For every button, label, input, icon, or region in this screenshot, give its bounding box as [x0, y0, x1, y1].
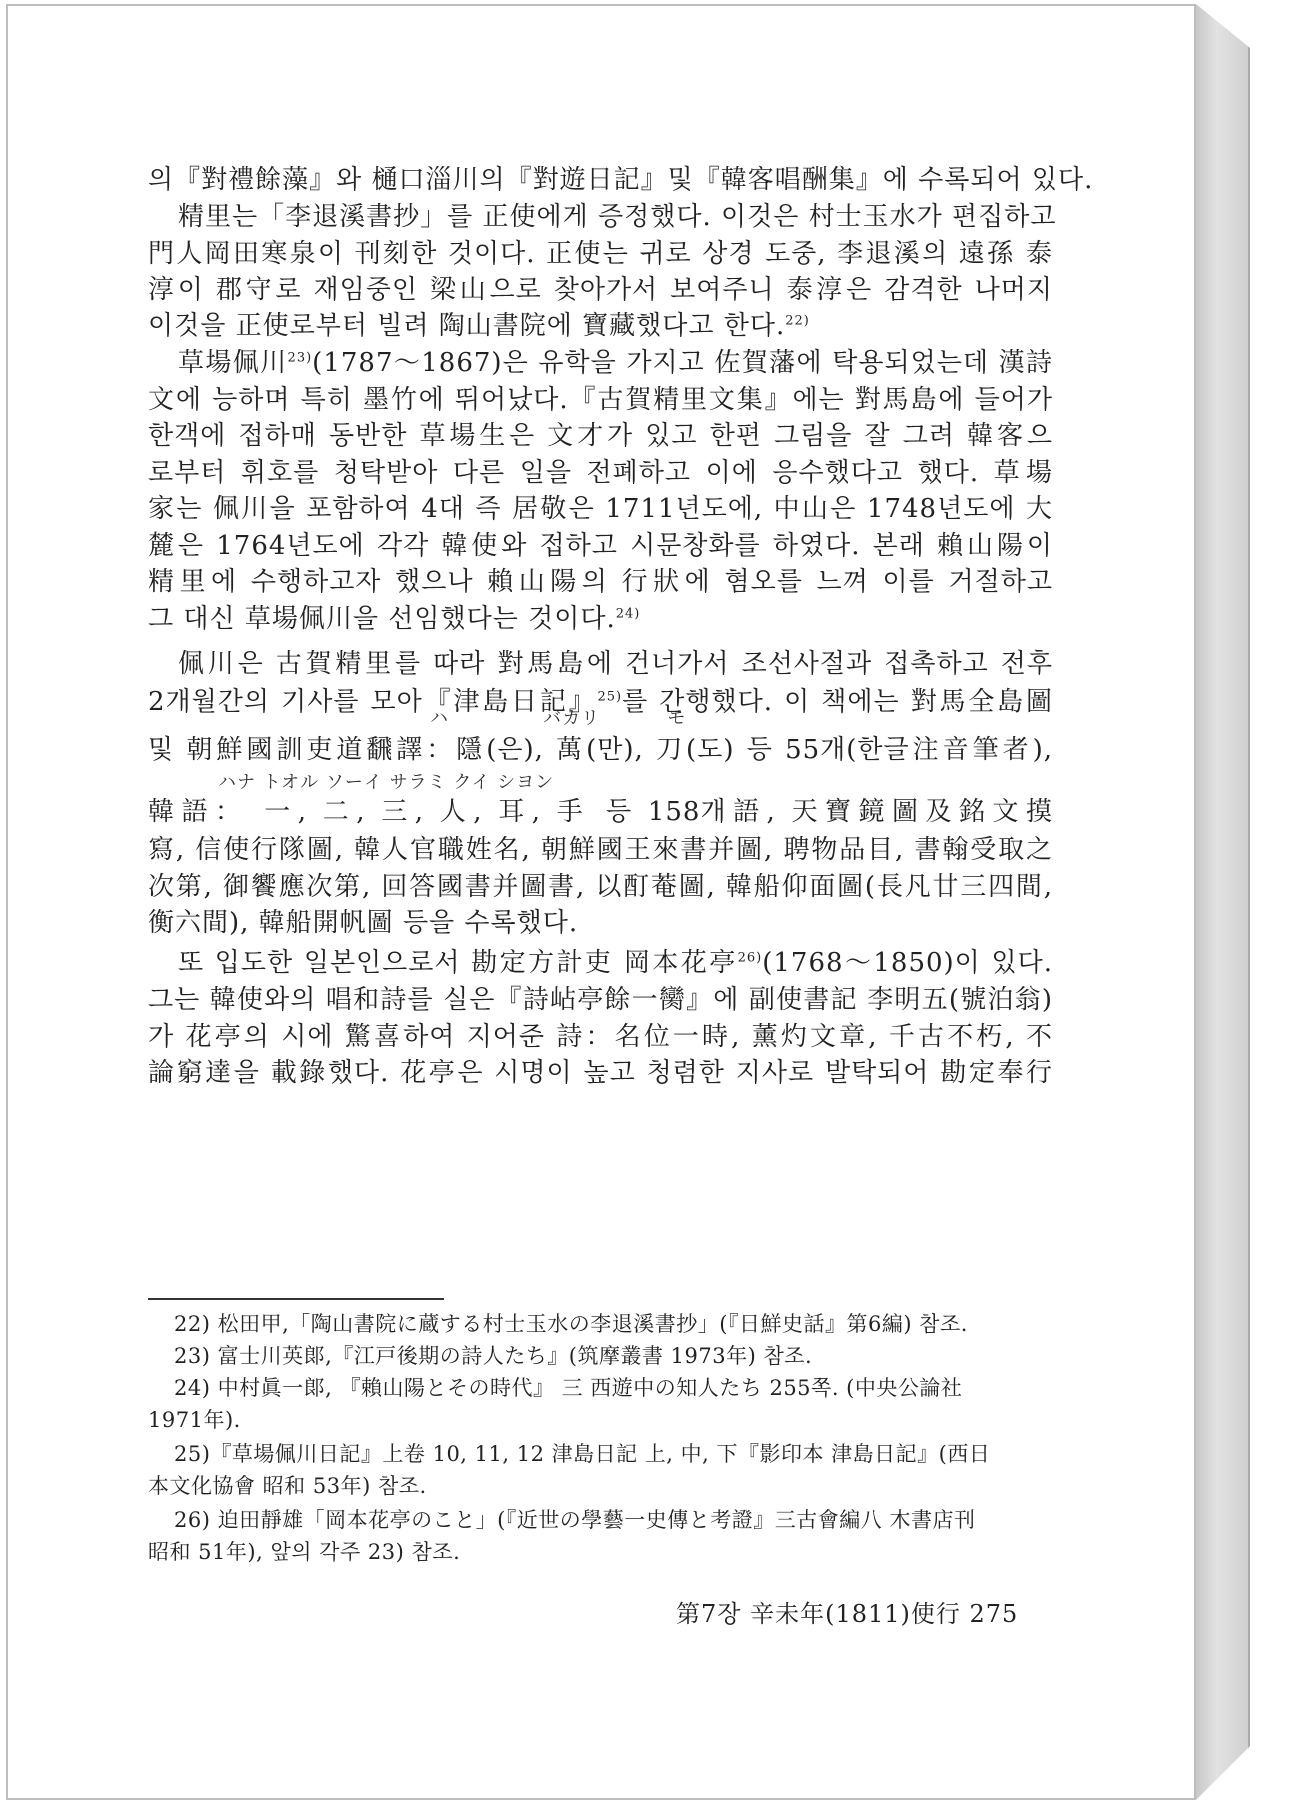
footnote-mark: 24) [615, 606, 641, 622]
body-line: 로부터 휘호를 청탁받아 다른 일을 전폐하고 이에 응수했다고 했다. 草場 [148, 458, 1053, 488]
body-line: 次第, 御饗應次第, 回答國書并圖書, 以酊菴圖, 韓船仰面圖(長凡廿三四間, [148, 872, 1053, 902]
body-line: 門人岡田寒泉이 刊刻한 것이다. 正使는 귀로 상경 도중, 李退溪의 遠孫 泰 [148, 239, 1053, 269]
body-line: 가 花亭의 시에 驚喜하여 지어준 詩：名位一時, 薰灼文章, 千古不朽, 不 [148, 1022, 1053, 1052]
footnote: 1971年). [148, 1408, 241, 1432]
body-line-text: 이것을 正使로부터 빌려 陶山書院에 寶藏했다고 한다. [148, 311, 786, 341]
book-page [6, 4, 1196, 1800]
body-line-text: 그 대신 草場佩川을 선임했다는 것이다. [148, 604, 616, 634]
body-line: 家는 佩川을 포함하여 4대 즉 居敬은 1711년도에, 中山은 1748년도에 大 [148, 494, 1053, 524]
ruby-annotation: ハ バカリ モ [430, 708, 687, 729]
body-line: 韓語： 一, 二, 三, 人, 耳, 手 등 158개語, 天寶鏡圖及銘文摸 [148, 797, 1053, 827]
body-line-text: 를 간행했다. 이 책에는 對馬全島圖 [622, 687, 1053, 717]
footnote-mark: 22) [785, 313, 810, 329]
body-line: 寫, 信使行隊圖, 韓人官職姓名, 朝鮮國王來書并圖, 聘物品目, 書翰受取之 [148, 835, 1053, 865]
body-line: 및 朝鮮國訓吏道飜譯：隱(은), 萬(만), 刀(도) 등 55개(한글注音筆者), [148, 735, 1053, 765]
body-line-text: 草場佩川 [178, 348, 288, 378]
footnote: 23) 富士川英郞,『江戸後期の詩人たち』(筑摩叢書 1973年) 참조. [174, 1344, 813, 1368]
body-line: 한객에 접하매 동반한 草場生은 文才가 있고 한편 그림을 잘 그려 韓客으 [148, 421, 1053, 451]
body-line-text: (1787～1867)은 유학을 가지고 佐賀藩에 탁용되었는데 漢詩 [312, 348, 1053, 378]
footnote: 25)『草場佩川日記』上卷 10, 11, 12 津島日記 上, 中, 下『影印本 津島日記』(西日 [174, 1442, 991, 1466]
body-line: 麓은 1764년도에 각각 韓使와 접하고 시문창화를 하였다. 본래 賴山陽이 [148, 531, 1053, 561]
body-line: 文에 능하며 특히 墨竹에 뛰어났다.『古賀精里文集』에는 對馬島에 들어가 [148, 385, 1053, 415]
footnote: 26) 迫田靜雄「岡本花亭のこと」(『近世の學藝一史傳と考證』三古會編八 木書店刊 [174, 1508, 976, 1532]
page-footer: 第7장 辛未年(1811)使行 275 [676, 1600, 1019, 1628]
footnote: 本文化協會 昭和 53年) 참조. [148, 1474, 427, 1498]
body-line [148, 306, 1053, 346]
footnote: 22) 松田甲,「陶山書院に蔵する村士玉水の李退溪書抄」(『日鮮史話』第6編) 참조. [174, 1312, 968, 1336]
body-line: 精里에 수행하고자 했으나 賴山陽의 行狀에 혐오를 느껴 이를 거절하고 [148, 567, 1053, 597]
body-line-text: 또 입도한 일본인으로서 勘定方計吏 岡本花亭 [178, 948, 738, 978]
footnote-mark: 26) [737, 950, 763, 966]
body-line: 衡六間), 韓船開帆圖 등을 수록했다. [148, 908, 579, 938]
footnote-mark: 23) [287, 350, 313, 366]
body-line-text: 2개월간의 기사를 모아『津島日記』 [148, 687, 598, 717]
body-line: 淳이 郡守로 재임중인 梁山으로 찾아가서 보여주니 泰淳은 감격한 나머지 [148, 275, 1053, 305]
body-line: 그는 韓使와의 唱和詩를 실은『詩岾亭餘一臠』에 副使書記 李明五(號泊翁) [148, 985, 1053, 1015]
body-line [148, 943, 1053, 983]
footnote-mark: 25) [597, 689, 623, 705]
footnote-divider [148, 1298, 444, 1300]
footnote: 昭和 51年), 앞의 각주 23) 참조. [148, 1540, 461, 1564]
body-line: 佩川은 古賀精里를 따라 對馬島에 건너가서 조선사절과 접촉하고 전후 [178, 649, 1053, 679]
body-line: 論窮達을 載錄했다. 花亭은 시명이 높고 청렴한 지사로 발탁되어 勘定奉行 [148, 1058, 1053, 1088]
footnote: 24) 中村眞一郞, 『賴山陽とその時代』 三 西遊中の知人たち 255쪽. (中央公論社 [174, 1376, 963, 1400]
ruby-annotation: ハナ トオル ソーイ サラミ クイ シヨン [218, 772, 555, 793]
body-line-text: (1768～1850)이 있다. [762, 948, 1053, 978]
body-line [148, 343, 1053, 383]
page-edge-shadow [1196, 4, 1250, 1800]
body-line: 精里는「李退溪書抄」를 正使에게 증정했다. 이것은 村士玉水가 편집하고 [178, 202, 1057, 232]
body-line: 의『對禮餘藻』와 樋口淄川의『對遊日記』및『韓客唱酬集』에 수록되어 있다. [148, 165, 1094, 195]
body-line [148, 599, 1053, 639]
